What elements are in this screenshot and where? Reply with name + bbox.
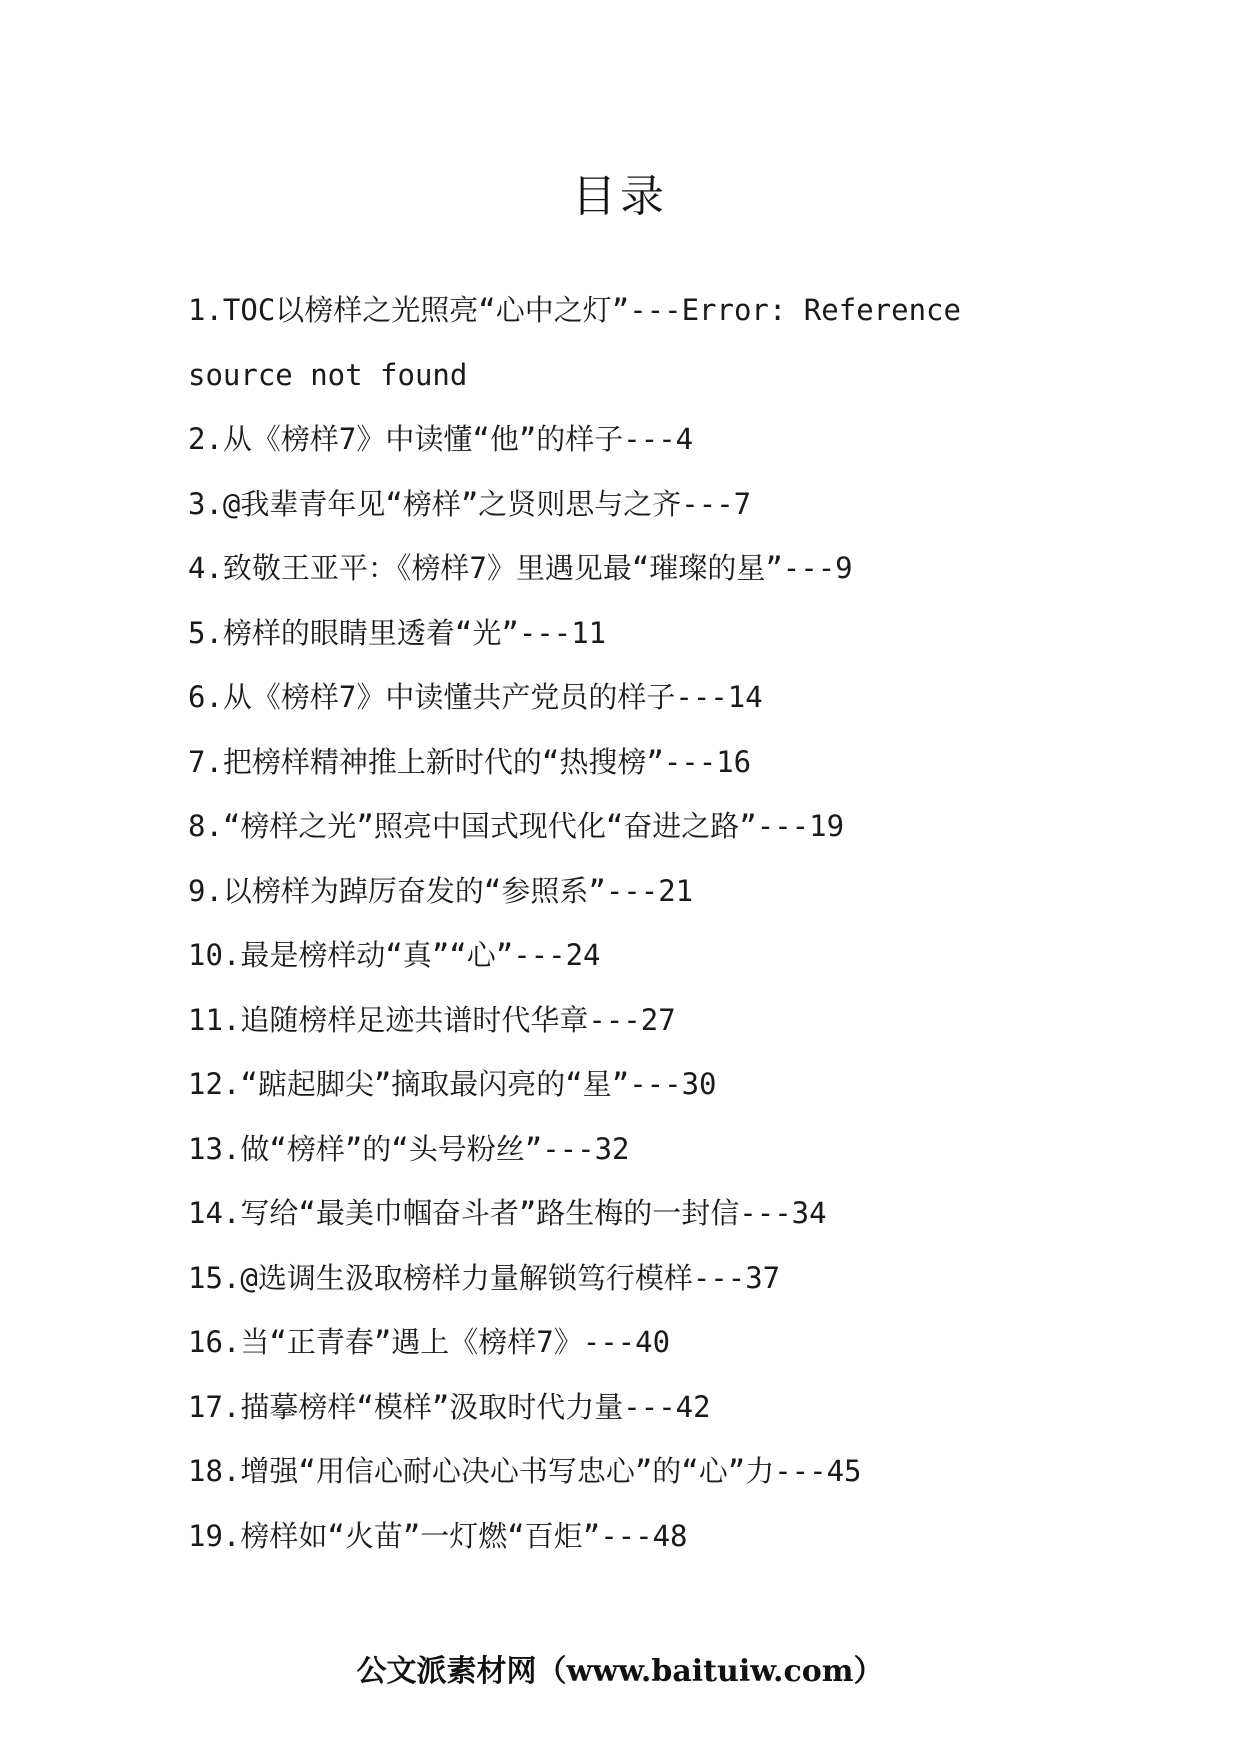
- toc-entry[interactable]: 14.写给“最美巾帼奋斗者”路生梅的一封信---34: [188, 1196, 827, 1230]
- toc-entry[interactable]: 16.当“正青春”遇上《榜样7》---40: [188, 1325, 671, 1359]
- toc-entry[interactable]: 2.从《榜样7》中读懂“他”的样子---4: [188, 422, 694, 456]
- toc-entry[interactable]: 9.以榜样为踔厉奋发的“参照系”---21: [188, 873, 694, 908]
- toc-entry[interactable]: 19.榜样如“火苗”一灯燃“百炬”---48: [188, 1518, 688, 1553]
- toc-entry[interactable]: 12.“踮起脚尖”摘取最闪亮的“星”---30: [188, 1067, 717, 1101]
- toc-entry[interactable]: 3.@我辈青年见“榜样”之贤则思与之齐---7: [188, 486, 752, 521]
- toc-entry[interactable]: 17.描摹榜样“模样”汲取时代力量---42: [188, 1389, 711, 1424]
- toc-entry[interactable]: 1.TOC以榜样之光照亮“心中之灯”---Error: Reference source not found: [188, 293, 961, 392]
- toc-entry[interactable]: 11.追随榜样足迹共谱时代华章---27: [188, 1002, 676, 1037]
- toc-entry[interactable]: 7.把榜样精神推上新时代的“热搜榜”---16: [188, 744, 752, 779]
- toc-entry[interactable]: 4.致敬王亚平：《榜样7》里遇见最“璀璨的星”---9: [188, 551, 853, 585]
- toc-entry[interactable]: 13.做“榜样”的“头号粉丝”---32: [188, 1131, 630, 1166]
- toc-entry[interactable]: 6.从《榜样7》中读懂共产党员的样子---14: [188, 680, 763, 714]
- toc-entry[interactable]: 8.“榜样之光”照亮中国式现代化“奋进之路”---19: [188, 809, 845, 843]
- toc-entry[interactable]: 15.@选调生汲取榜样力量解锁笃行模样---37: [188, 1260, 781, 1295]
- toc-entry[interactable]: 5.榜样的眼睛里透着“光”---11: [188, 615, 607, 650]
- table-of-contents: [188, 278, 1068, 1568]
- toc-entry[interactable]: 18.增强“用信心耐心决心书写忠心”的“心”力---45: [188, 1454, 862, 1488]
- page-title: 目录: [572, 171, 668, 222]
- toc-entry[interactable]: 10.最是榜样动“真”“心”---24: [188, 938, 601, 972]
- footer-watermark: 公文派素材网（www.baituiw.com）: [356, 1654, 884, 1689]
